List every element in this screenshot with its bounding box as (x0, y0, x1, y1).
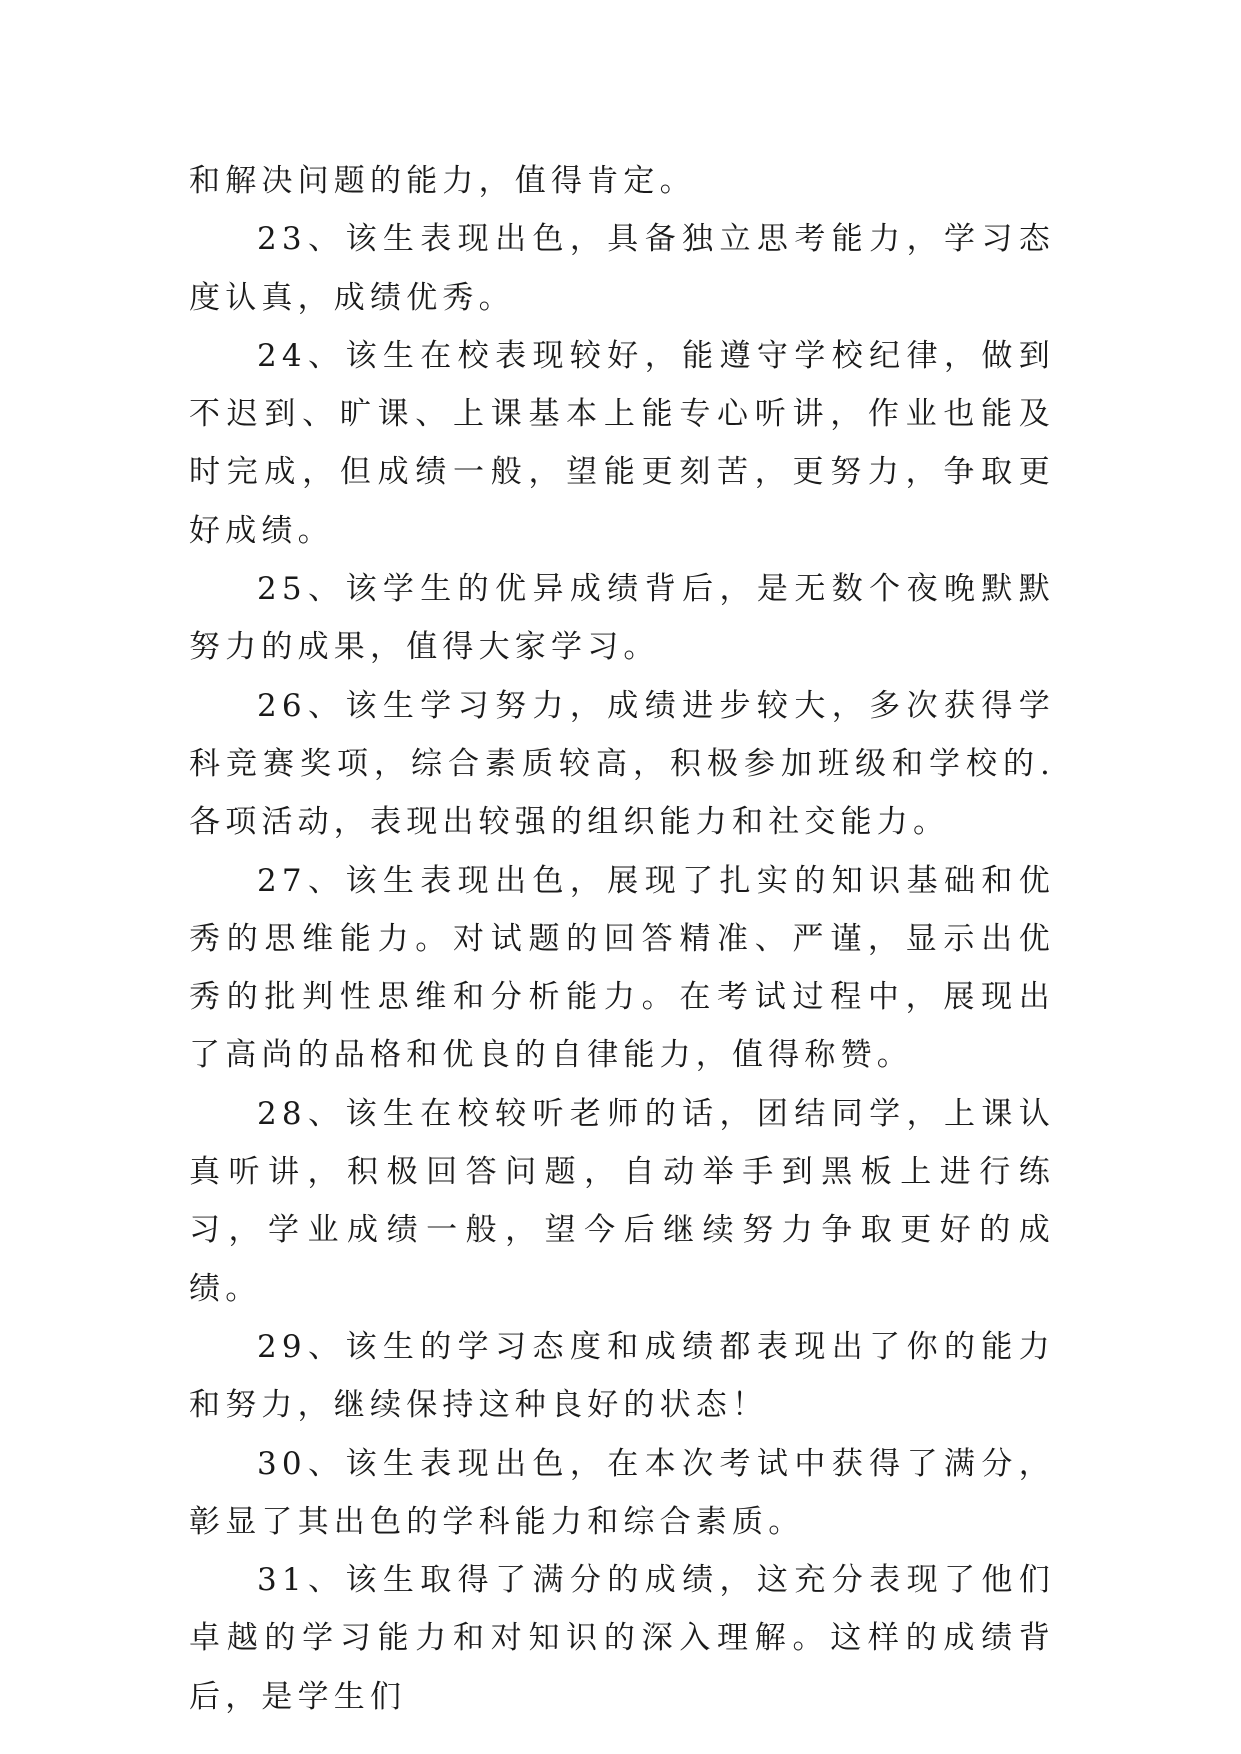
paragraph-23: 23、该生表现出色，具备独立思考能力，学习态度认真，成绩优秀。 (189, 221, 1055, 316)
paragraph-25: 25、该学生的优异成绩背后，是无数个夜晚默默努力的成果，值得大家学习。 (189, 571, 1055, 666)
paragraph-30: 30、该生表现出色，在本次考试中获得了满分，彰显了其出色的学科能力和综合素质。 (189, 1445, 1055, 1540)
paragraph-28: 28、该生在校较听老师的话，团结同学，上课认真听讲，积极回答问题，自动举手到黑板上进行练习，学业成绩一般，望今后继续努力争取更好的成绩。 (189, 1095, 1055, 1307)
paragraph-31: 31、该生取得了满分的成绩，这充分表现了他们卓越的学习能力和对知识的深入理解。这样的成绩背后，是学生们 (189, 1562, 1055, 1715)
paragraph-26: 26、该生学习努力，成绩进步较大，多次获得学科竞赛奖项，综合素质较高，积极参加班级和学校的.各项活动，表现出较强的组织能力和社交能力。 (189, 687, 1055, 841)
paragraph-22-continuation: 和解决问题的能力，值得肯定。 (189, 163, 696, 199)
paragraph-29: 29、该生的学习态度和成绩都表现出了你的能力和努力，继续保持这种良好的状态！ (189, 1328, 1055, 1424)
paragraph-27: 27、该生表现出色，展现了扎实的知识基础和优秀的思维能力。对试题的回答精准、严谨，显示出优秀的批判性思维和分析能力。在考试过程中，展现出了高尚的品格和优良的自律能力，值得称赞。 (189, 862, 1055, 1074)
paragraph-24: 24、该生在校表现较好，能遵守学校纪律，做到不迟到、旷课、上课基本上能专心听讲，作业也能及时完成，但成绩一般，望能更刻苦，更努力，争取更好成绩。 (189, 337, 1055, 549)
document-body (189, 152, 1055, 1726)
